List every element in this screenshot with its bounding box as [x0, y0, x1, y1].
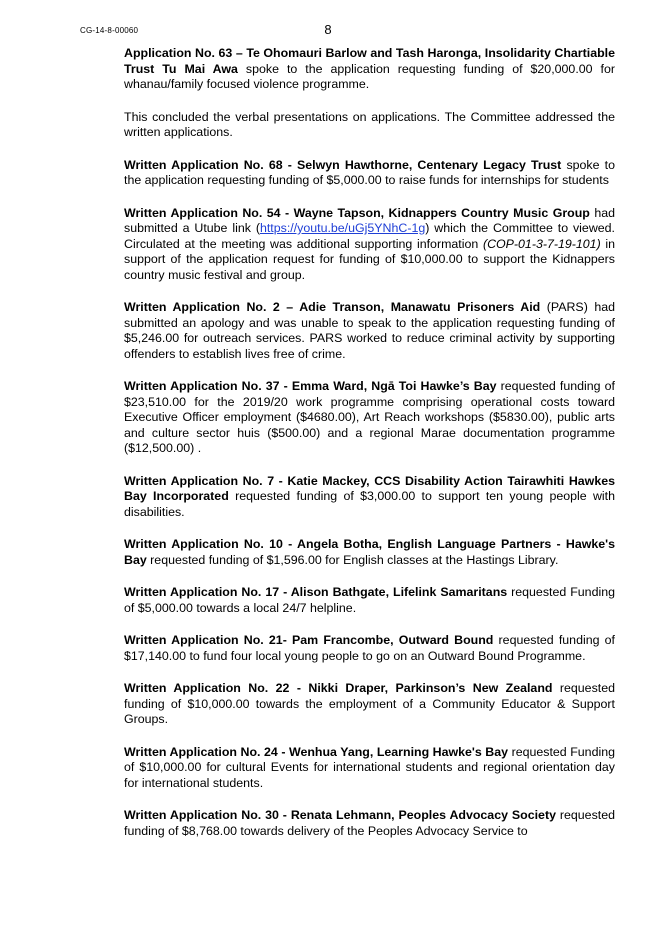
applicant-heading: Written Application No. 17 - Alison Bathgate, Lifelink Samaritans	[124, 585, 508, 599]
paragraph-text: requested funding of $1,596.00 for English classes at the Hastings Library.	[146, 552, 559, 567]
paragraph-text: ) which the Committee to viewed. Circulated at the meeting was additional supporting information	[124, 221, 615, 251]
paragraph-written-application-37	[124, 379, 615, 457]
paragraph-text: requested Funding of $10,000.00 for cultural Events for international students and regional orientation day for international students.	[124, 744, 615, 790]
paragraph-application-63	[124, 46, 615, 93]
paragraph-written-application-24	[124, 745, 615, 792]
paragraph-text: requested Funding of $5,000.00 towards a local 24/7 helpline.	[124, 585, 615, 615]
paragraph-text: had submitted a Utube link (	[124, 205, 615, 235]
paragraph-written-application-2	[124, 300, 615, 362]
applicant-heading: Written Application No. 22 - Nikki Draper, Parkinson’s New Zealand	[124, 681, 553, 695]
document-reference: (COP-01-3-7-19-101)	[482, 236, 601, 251]
applicant-heading: Written Application No. 30 - Renata Lehmann, Peoples Advocacy Society	[124, 808, 556, 822]
paragraph-text: requested funding of $8,768.00 towards delivery of the Peoples Advocacy Service to	[124, 808, 615, 838]
applicant-heading: Written Application No. 7 - Katie Mackey, CCS Disability Action Tairawhiti Hawkes Bay Incorporated	[124, 473, 615, 503]
paragraph-written-application-30	[124, 808, 615, 839]
paragraph-text: spoke to the application requesting funding of $20,000.00 for whanau/family focused violence programme.	[124, 61, 615, 91]
paragraph-written-application-7	[124, 474, 615, 521]
paragraph-text: This concluded the verbal presentations on applications. The Committee addressed the written applications.	[124, 109, 615, 139]
applicant-heading: Written Application No. 37 - Emma Ward, Ngā Toi Hawke’s Bay	[124, 379, 497, 393]
paragraph-text: requested funding of $3,000.00 to support ten young people with disabilities.	[124, 489, 615, 519]
page-number: 8	[324, 22, 332, 37]
document-code: CG-14-8-00060	[80, 26, 139, 35]
paragraph-text: requested funding of $17,140.00 to fund four local young people to go on an Outward Bound Programme.	[124, 633, 615, 663]
paragraph-written-application-54	[124, 206, 615, 284]
paragraph-text: requested funding of $10,000.00 towards the employment of a Community Educator & Support Groups.	[124, 681, 615, 726]
paragraph-written-application-22	[124, 681, 615, 728]
paragraph-text: requested funding of $23,510.00 for the 2019/20 work programme comprising operational costs toward Executive Officer employment ($4680.00), Art Reach workshops ($5830.00), public arts and culture sector huis ($500.00) and a regional Marae documentation programme ($12,500.00) .	[124, 379, 615, 455]
applicant-heading: Written Application No. 10 - Angela Botha, English Language Partners - Hawke's Bay	[124, 537, 615, 567]
applicant-heading: Written Application No. 54 - Wayne Tapson, Kidnappers Country Music Group	[124, 205, 590, 220]
paragraph-text: in support of the application request for funding of $10,000.00 to support the Kidnappers country music festival and group.	[124, 236, 616, 282]
minutes-body	[124, 46, 615, 856]
paragraph-text: spoke to the application requesting funding of $5,000.00 to raise funds for internships for students	[124, 157, 615, 187]
applicant-heading: Written Application No. 68 - Selwyn Hawthorne, Centenary Legacy Trust	[124, 157, 562, 172]
applicant-heading: Written Application No. 21- Pam Francombe, Outward Bound	[124, 633, 494, 647]
applicant-heading: Application No. 63 – Te Ohomauri Barlow and Tash Haronga, Insolidarity Chartiable Trust Tu Mai Awa	[124, 46, 615, 76]
paragraph-written-application-68	[124, 158, 615, 189]
utube-link[interactable]: https://youtu.be/uGj5YNhC-1g	[259, 221, 426, 235]
applicant-heading: Written Application No. 2 – Adie Transon, Manawatu Prisoners Aid	[124, 300, 541, 314]
paragraph-written-application-17	[124, 585, 615, 616]
applicant-heading: Written Application No. 24 - Wenhua Yang, Learning Hawke's Bay	[124, 744, 509, 759]
paragraph-text: (PARS) had submitted an apology and was unable to speak to the application requesting funding of $5,246.00 for outreach services. PARS worked to reduce criminal activity by supporting offenders to establish lives free of crime.	[124, 300, 615, 361]
paragraph-written-application-21	[124, 633, 615, 664]
paragraph-written-application-10	[124, 537, 615, 568]
paragraph-verbal-conclusion	[124, 110, 615, 141]
